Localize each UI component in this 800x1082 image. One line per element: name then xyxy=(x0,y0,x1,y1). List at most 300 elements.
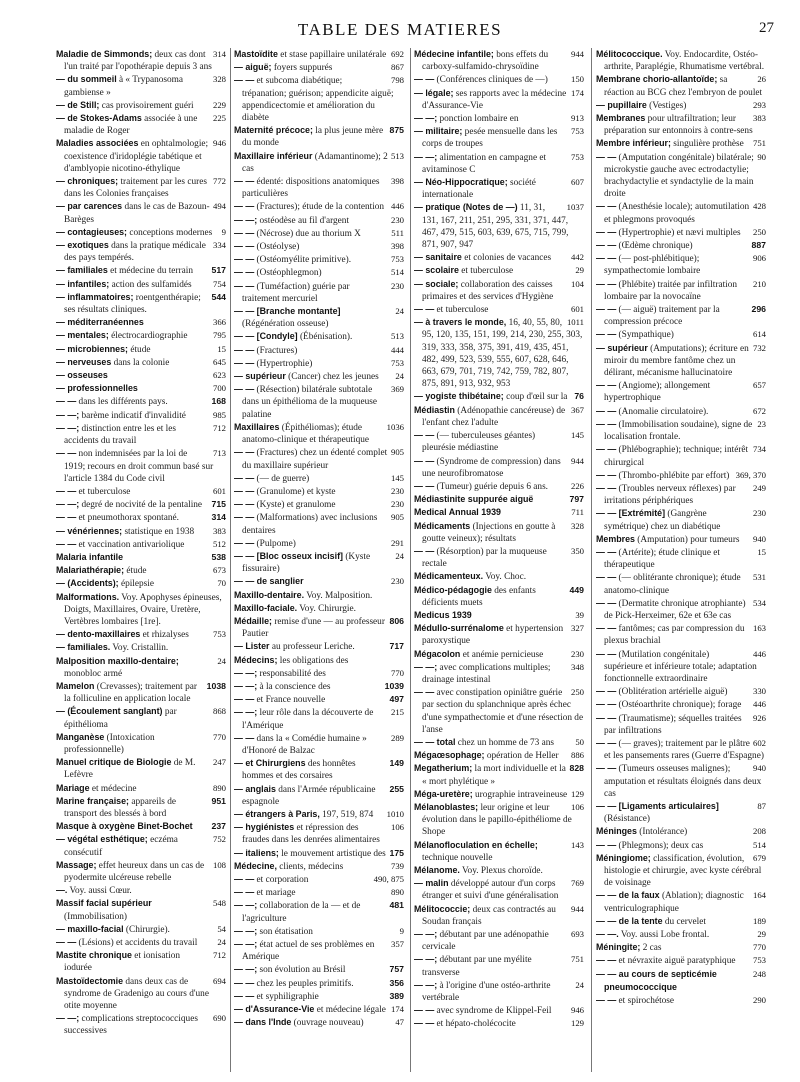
entry-heading: — — xyxy=(234,384,255,395)
entry-description: (Lésions) et accidents du travail xyxy=(78,938,198,949)
entry-heading: — chroniques; xyxy=(56,176,119,187)
index-entry xyxy=(234,266,404,279)
entry-page-ref: 334 xyxy=(210,239,226,251)
entry-description: urographie intraveineuse xyxy=(475,789,568,800)
entry-description: et subcoma diabétique; trépanation; guérison; appendicite aiguë; appendicectomie et amélioration du diabète xyxy=(242,76,394,124)
entry-heading: — — xyxy=(234,990,255,1001)
index-entry xyxy=(596,303,766,328)
entry-heading: — — xyxy=(414,545,435,556)
entry-heading: — — xyxy=(596,304,617,315)
entry-page-ref: 717 xyxy=(387,640,405,652)
entry-description: collaboration de la — et de l'agriculture xyxy=(242,901,361,924)
index-entry xyxy=(234,847,404,860)
entry-page-ref: 229 xyxy=(210,99,226,111)
entry-description: dans le cas de Bazoun-Barèges xyxy=(64,202,210,225)
index-entry xyxy=(414,839,584,864)
index-entry xyxy=(596,443,766,468)
index-entry xyxy=(56,641,226,654)
entry-page-ref: 944 xyxy=(568,455,584,467)
entry-description: Voy. Malposition. xyxy=(306,590,373,601)
index-entry xyxy=(56,369,226,382)
index-entry xyxy=(234,240,404,253)
entry-page-ref: 806 xyxy=(387,615,405,627)
entry-page-ref: 607 xyxy=(568,176,584,188)
entry-description: (Anomalie circulatoire). xyxy=(618,406,709,417)
index-entry xyxy=(234,899,404,924)
entry-heading: — — xyxy=(234,357,255,368)
entry-page-ref: 24 xyxy=(214,655,226,667)
entry-page-ref: 328 xyxy=(568,520,584,532)
entry-page-ref: 163 xyxy=(750,622,766,634)
entry-description: action des sulfamidés xyxy=(111,279,192,290)
entry-page-ref: 9 xyxy=(219,226,226,238)
index-entry xyxy=(56,564,226,577)
index-entry xyxy=(414,609,584,622)
entry-heading: — — xyxy=(56,448,77,459)
index-entry xyxy=(414,251,584,264)
entry-heading: — sanitaire xyxy=(414,252,462,263)
entry-heading: — supérieur xyxy=(596,342,648,353)
index-entry xyxy=(56,99,226,112)
index-entry xyxy=(596,825,766,838)
entry-page-ref: 753 xyxy=(568,151,584,163)
index-entry xyxy=(596,73,766,98)
entry-page-ref: 230 xyxy=(388,575,404,587)
entry-description: fantômes; cas par compression du plexus brachial xyxy=(604,624,745,647)
entry-page-ref: 106 xyxy=(388,821,404,833)
entry-description: et hypertension paroxystique xyxy=(422,624,564,647)
entry-heading: Manganèse xyxy=(56,731,105,742)
entry-heading: Mélanoblastes; xyxy=(414,801,479,812)
entry-description: à « Trypanosoma gambiense » xyxy=(64,75,184,98)
entry-page-ref: 905 xyxy=(388,446,404,458)
entry-description: société internationale xyxy=(422,178,536,201)
entry-description: (— graves); traitement par le plâtre et les pansements rares (Guerre d'Espagne) xyxy=(604,738,764,762)
entry-description: et tuberculose xyxy=(78,486,131,497)
entry-page-ref: 753 xyxy=(568,125,584,137)
entry-heading: — — xyxy=(596,955,617,966)
entry-description: (Troubles nerveux réflexes) par irritations périphériques xyxy=(604,483,736,507)
index-entry xyxy=(234,990,404,1003)
index-entry xyxy=(56,782,226,795)
entry-description: Voy. aussi Cœur. xyxy=(69,886,132,897)
entry-heading: — —; xyxy=(234,680,258,691)
index-entry xyxy=(56,356,226,369)
index-entry xyxy=(234,253,404,266)
index-entry xyxy=(414,316,584,390)
entry-heading: — infantiles; xyxy=(56,278,110,289)
entry-heading: — familiales. xyxy=(56,642,111,653)
entry-description: (Phlegmons); deux cas xyxy=(618,840,704,851)
index-entry xyxy=(56,48,226,73)
entry-heading: — contagieuses; xyxy=(56,226,128,237)
index-entry xyxy=(56,525,226,538)
entry-description: électrocardiographie xyxy=(111,331,188,342)
entry-heading: — —; xyxy=(234,707,258,718)
entry-description: et mariage xyxy=(256,888,296,899)
entry-page-ref: 383 xyxy=(210,525,226,537)
index-entry xyxy=(56,422,226,447)
index-entry xyxy=(234,680,404,693)
entry-heading: — sociale; xyxy=(414,278,459,289)
entry-page-ref: 645 xyxy=(210,356,226,368)
index-entry xyxy=(234,472,404,485)
entry-description: des honnêtes hommes et des corsaires xyxy=(242,759,356,782)
entry-page-ref: 247 xyxy=(210,756,226,768)
entry-description: des enfants déficients muets xyxy=(422,585,536,608)
index-entry xyxy=(56,226,226,239)
entry-heading: Méninges xyxy=(596,826,637,837)
index-entry xyxy=(234,667,404,680)
entry-description: (Adamantinome); 2 cas xyxy=(242,151,388,174)
entry-heading: Mastoïdectomie xyxy=(56,975,124,986)
entry-description: (Phlébite) traitée par infiltration lombaire par la novocaïne xyxy=(604,279,738,302)
entry-description: remise d'une — au professeur Pautier xyxy=(242,616,385,640)
entry-heading: — — xyxy=(414,430,435,441)
entry-heading: Médaille; xyxy=(234,615,272,626)
entry-heading: — anglais xyxy=(234,783,276,794)
entry-description: à la conscience des xyxy=(259,681,331,692)
entry-description: leur rôle dans la découverte de l'Amérique xyxy=(242,708,374,731)
entry-heading: — — xyxy=(596,597,617,608)
entry-description: (Artérite); étude clinique et thérapeutique xyxy=(604,547,720,571)
index-entry xyxy=(56,859,226,884)
entry-heading: Medical Annual 1939 xyxy=(414,507,501,518)
entry-page-ref: 946 xyxy=(568,1004,584,1016)
entry-page-ref: 1036 xyxy=(384,421,404,433)
entry-heading: — — xyxy=(234,977,255,988)
entry-description: distinction entre les et les accidents du travail xyxy=(64,423,176,447)
entry-heading: — — xyxy=(596,737,617,748)
entry-page-ref: 753 xyxy=(388,357,404,369)
entry-page-ref: 690 xyxy=(210,1012,226,1024)
entry-description: la plus jeune mère du monde xyxy=(242,126,384,149)
entry-heading: — professionnelles xyxy=(56,383,138,394)
entry-page-ref: 753 xyxy=(210,628,226,640)
entry-heading: — — [Branche montante] xyxy=(234,306,341,317)
entry-description: (Régénération osseuse) xyxy=(242,319,329,330)
entry-description: par épithélioma xyxy=(64,707,177,730)
entry-description: et pneumothorax spontané. xyxy=(78,513,179,524)
entry-page-ref: 514 xyxy=(750,839,766,851)
entry-description: (Ostéolyse) xyxy=(256,242,300,253)
entry-description: monobloc armé xyxy=(64,668,123,679)
entry-heading: Médiastinite suppurée aiguë xyxy=(414,494,534,505)
entry-page-ref: 534 xyxy=(750,597,766,609)
index-entry xyxy=(234,48,404,61)
entry-description: et rhizalyses xyxy=(142,630,189,641)
entry-description: foyers suppurés xyxy=(273,63,333,74)
index-entry xyxy=(56,897,226,922)
entry-page-ref: 753 xyxy=(750,954,766,966)
entry-description: 16, 40, 55, 80, 95, 120, 135, 151, 199, 214, 230, 255, 303, 319, 333, 358, 375, 391, 419, 435, 451, 482, 499, 523, 539, 555, 607, 628, 646, 663, 679, 701, 719, 742, 759, 782, 807, 875, 891, 913, 932, 953 xyxy=(422,318,583,390)
index-entry xyxy=(414,404,584,429)
index-entry xyxy=(414,736,584,749)
entry-page-ref: 230 xyxy=(750,507,766,519)
entry-heading: — — xyxy=(234,267,255,278)
index-entry xyxy=(234,977,404,990)
entry-description: Voy. Apophyses épineuses, Doigts, Maxillaires, Ovaire, Uretère, Vertèbres lombaires [1re]. xyxy=(64,592,222,627)
entry-description: son évolution au Brésil xyxy=(259,965,346,976)
column-divider xyxy=(591,48,592,1072)
entry-heading: —. xyxy=(56,885,68,896)
entry-heading: Méningiome; xyxy=(596,852,651,863)
entry-description: chez les peuples primitifs. xyxy=(256,978,354,989)
entry-heading: — nerveuses xyxy=(56,356,112,367)
entry-page-ref: 512 xyxy=(210,538,226,550)
entry-heading: — — xyxy=(414,687,435,698)
index-entry xyxy=(56,884,226,897)
entry-description: barème indicatif d'invalidité xyxy=(81,410,186,421)
index-entry xyxy=(56,1012,226,1037)
entry-page-ref: 54 xyxy=(214,923,226,935)
entry-description: cas provisoirement guéri xyxy=(101,100,194,111)
entry-description: (Tumeur) guérie depuis 6 ans. xyxy=(436,481,549,492)
index-entry xyxy=(56,833,226,858)
entry-page-ref: 514 xyxy=(388,266,404,278)
entry-heading: Mamelon xyxy=(56,680,95,691)
entry-page-ref: 513 xyxy=(388,330,404,342)
entry-description: (Chirurgie). xyxy=(125,924,170,935)
entry-page-ref: 230 xyxy=(388,214,404,226)
index-entry xyxy=(234,511,404,536)
entry-page-ref: 753 xyxy=(388,253,404,265)
entry-description: (Injections en goutte à goutte veineux); résultats xyxy=(422,521,556,544)
index-entry xyxy=(234,383,404,421)
entry-page-ref: 905 xyxy=(388,511,404,523)
index-entry xyxy=(414,176,584,201)
entry-page-ref: 548 xyxy=(210,897,226,909)
entry-page-ref: 70 xyxy=(214,577,226,589)
index-entry xyxy=(234,821,404,846)
entry-heading: — — xyxy=(234,176,255,187)
entry-page-ref: 951 xyxy=(209,795,227,807)
index-entry xyxy=(234,938,404,963)
entry-page-ref: 531 xyxy=(750,571,766,583)
index-entry xyxy=(56,200,226,225)
entry-page-ref: 602 xyxy=(750,737,766,749)
entry-heading: Megatherium; xyxy=(414,763,473,774)
entry-heading: — — xyxy=(414,455,435,466)
index-entry xyxy=(414,303,584,316)
index-entry xyxy=(414,506,584,519)
index-entry xyxy=(414,661,584,686)
entry-page-ref: 149 xyxy=(387,757,405,769)
entry-page-ref: 106 xyxy=(568,801,584,813)
entry-description: et hépato-cholécocite xyxy=(436,1019,516,1030)
index-entry xyxy=(56,655,226,680)
entry-description: (Crevasses); traitement par la folliculine en application locale xyxy=(64,681,197,705)
entry-description: épilepsie xyxy=(120,579,154,590)
entry-page-ref: 517 xyxy=(209,264,227,276)
entry-heading: Maladie de Simmonds; xyxy=(56,49,153,59)
entry-description: collaboration des caisses primaires et des services d'Hygiène xyxy=(422,279,554,302)
entry-page-ref: 693 xyxy=(568,928,584,940)
entry-page-ref: 369, 370 xyxy=(733,469,766,481)
entry-page-ref: 694 xyxy=(210,975,226,987)
entry-heading: — —; xyxy=(56,422,80,433)
entry-page-ref: 104 xyxy=(568,278,584,290)
entry-page-ref: 732 xyxy=(750,342,766,354)
index-entry xyxy=(56,498,226,511)
entry-heading: — —; xyxy=(234,939,258,950)
entry-page-ref: 752 xyxy=(210,833,226,845)
entry-heading: Médecine infantile; xyxy=(414,49,494,59)
entry-description: (Thrombo-phlébite par effort) xyxy=(618,470,730,481)
entry-page-ref: 886 xyxy=(568,749,584,761)
entry-heading: — — xyxy=(596,686,617,697)
entry-page-ref: 210 xyxy=(750,278,766,290)
entry-description: complications streptococciques successives xyxy=(64,1014,198,1037)
index-entry xyxy=(414,151,584,176)
entry-heading: Mélanofloculation en échelle; xyxy=(414,839,538,850)
index-entry xyxy=(414,429,584,454)
entry-heading: — du sommeil xyxy=(56,74,117,85)
index-entry xyxy=(56,551,226,564)
entry-page-ref: 47 xyxy=(392,1016,404,1028)
entry-page-ref: 985 xyxy=(210,409,226,421)
entry-description: (Hypertrophie) et nævi multiples xyxy=(618,227,741,238)
entry-page-ref: 29 xyxy=(572,264,584,276)
entry-heading: Malposition maxillo-dentaire; xyxy=(56,655,179,666)
entry-page-ref: 795 xyxy=(210,329,226,341)
index-entry xyxy=(414,278,584,303)
entry-description: (Résistance) xyxy=(604,814,650,825)
index-entry xyxy=(596,418,766,443)
index-entry xyxy=(596,597,766,622)
entry-heading: Méningite; xyxy=(596,942,641,953)
entry-page-ref: 601 xyxy=(210,485,226,497)
entry-heading: Membre inférieur; xyxy=(596,138,671,149)
entry-heading: Maxillaires xyxy=(234,421,280,432)
index-entry xyxy=(414,455,584,480)
entry-page-ref: 356 xyxy=(387,977,405,989)
index-entry xyxy=(56,316,226,329)
entry-heading: Massif facial supérieur xyxy=(56,898,152,909)
entry-page-ref: 946 xyxy=(210,137,226,149)
index-entry xyxy=(234,963,404,976)
index-entry xyxy=(596,941,766,954)
entry-page-ref: 215 xyxy=(388,706,404,718)
entry-description: leur origine et leur évolution dans le papillo-épithéliome de Shope xyxy=(422,802,572,838)
index-entry xyxy=(234,537,404,550)
entry-page-ref: 944 xyxy=(568,48,584,60)
index-entry xyxy=(414,953,584,978)
entry-heading: — — xyxy=(234,874,255,884)
entry-page-ref: 15 xyxy=(754,546,766,558)
entry-page-ref: 538 xyxy=(209,551,227,563)
page-number: 27 xyxy=(759,20,774,36)
entry-heading: — mentales; xyxy=(56,330,109,341)
entry-heading: — —. xyxy=(596,929,619,940)
index-entry xyxy=(56,447,226,485)
entry-description: (Tumeurs osseuses malignes); amputation et résultats éloignés dans deux cas xyxy=(604,764,762,799)
entry-description: sa réaction au BCG chez l'embryon de poulet xyxy=(604,75,763,98)
index-entry xyxy=(596,622,766,647)
entry-page-ref: 890 xyxy=(210,782,226,794)
entry-heading: — — xyxy=(596,405,617,416)
entry-heading: — —; xyxy=(414,954,438,965)
entry-heading: — — xyxy=(596,546,617,557)
entry-description: ostéodèse au fil d'argent xyxy=(259,215,350,226)
index-entry xyxy=(596,762,766,800)
entry-page-ref: 449 xyxy=(567,584,585,596)
index-entry xyxy=(56,577,226,590)
index-entry xyxy=(596,852,766,890)
entry-page-ref: 772 xyxy=(210,175,226,187)
entry-heading: — — xyxy=(596,482,617,493)
entry-heading: — étrangers à Paris, xyxy=(234,808,320,819)
entry-heading: — — xyxy=(596,253,617,264)
index-entry xyxy=(56,756,226,781)
entry-page-ref: 601 xyxy=(568,303,584,315)
entry-heading: Malariathérapie; xyxy=(56,565,125,576)
entry-heading: — —; xyxy=(56,409,80,420)
entry-description: (Fractures); étude de la contention xyxy=(256,202,385,213)
entry-heading: — — xyxy=(596,418,617,429)
entry-heading: — hygiénistes xyxy=(234,822,295,833)
entry-heading: — — xyxy=(56,485,77,496)
entry-heading: — — [Ligaments articulaires] xyxy=(596,800,719,811)
entry-heading: — — xyxy=(596,699,617,710)
entry-description: (Conférences cliniques de —) xyxy=(436,75,548,86)
entry-heading: Mélanome. xyxy=(414,865,460,875)
entry-description: dans l'Armée républicaine espagnole xyxy=(242,784,376,807)
entry-page-ref: 29 xyxy=(754,928,766,940)
entry-page-ref: 867 xyxy=(388,61,404,73)
entry-description: 197, 519, 874 xyxy=(322,809,374,820)
entry-page-ref: 446 xyxy=(750,698,766,710)
entry-heading: — végétal esthétique; xyxy=(56,834,148,845)
entry-page-ref: 366 xyxy=(210,316,226,328)
entry-description: (Nécrose) due au thorium X xyxy=(256,228,361,239)
entry-heading: — Néo-Hippocratique; xyxy=(414,177,508,188)
entry-page-ref: 798 xyxy=(388,74,404,86)
entry-description: la mort individuelle et la « mort phylétique » xyxy=(422,764,566,787)
index-entry xyxy=(414,928,584,953)
index-column-3 xyxy=(414,48,584,1074)
entry-page-ref: 76 xyxy=(571,390,584,402)
entry-description: (Granulome) et kyste xyxy=(256,486,336,497)
index-entry xyxy=(56,239,226,264)
index-entry xyxy=(234,446,404,471)
entry-page-ref: 614 xyxy=(750,328,766,340)
index-entry xyxy=(596,648,766,686)
entry-heading: — —; xyxy=(234,964,258,975)
entry-description: et médecine du terrain xyxy=(110,266,193,277)
entry-description: et corporation xyxy=(256,875,309,885)
entry-description: avec syndrome de Klippel-Feil xyxy=(436,1006,552,1017)
entry-page-ref: 39 xyxy=(572,609,584,621)
index-entry xyxy=(414,979,584,1004)
entry-description: deux cas contractés au Soudan français xyxy=(422,904,556,927)
entry-page-ref: 250 xyxy=(750,226,766,238)
entry-heading: — maxillo-facial xyxy=(56,923,124,934)
entry-page-ref: 446 xyxy=(750,648,766,660)
entry-heading: — — xyxy=(596,201,617,212)
entry-description: bons effets du carboxy-sulfamido-chrysoïdine xyxy=(422,50,549,73)
index-entry xyxy=(234,175,404,200)
entry-page-ref: 751 xyxy=(568,953,584,965)
entry-description: (Ablation); diagnostic ventriculographique xyxy=(604,891,744,914)
entry-heading: — inflammatoires; xyxy=(56,291,134,302)
index-entry xyxy=(414,801,584,839)
entry-page-ref: 490, 875 xyxy=(371,873,404,885)
index-entry xyxy=(234,280,404,305)
entry-heading: — yogiste thibétaine; xyxy=(414,391,504,402)
entry-description: (Ostéomyélite primitive). xyxy=(256,255,352,266)
entry-heading: — — xyxy=(56,937,77,948)
